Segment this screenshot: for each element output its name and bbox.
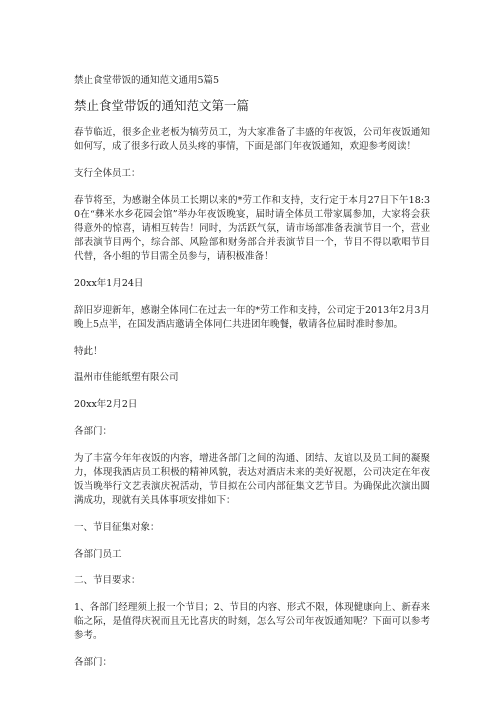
list-item: 各部门员工 [74,548,122,560]
section-heading: 禁止食堂带饭的通知范文第一篇 [74,98,250,113]
list-heading: 一、节目征集对象： [74,521,160,533]
intro-paragraph: 春节临近，很多企业老板为犒劳员工，为大家准备了丰盛的年夜饭，公司年夜饭通知如何写，成了很多行政人员头疼的事情，下面是部门年夜饭通知，欢迎参考阅读！ [74,127,430,153]
notice-paragraph: 春节将至，为感谢全体员工长期以来的*劳工作和支持，支行定于本月27日下午18:30在“彝米水乡花园会馆”举办年夜饭晚宴，届时请全体员工带家属参加，大家将会获得意外的惊喜，请相互转告！同时，为活跃气氛，请市场部准备表演节目一个，营业部表演节目两个，综合部、风险部和财务部合并表演节目一个，节目不得以歌唱节目代替，各小组的节目需全员参与，请积极准备！ [74,194,430,263]
requirements-paragraph: 1、各部门经理须上报一个节目；2、节目的内容、形式不限，体现健康向上、新春来临之际，是值得庆祝而且无比喜庆的时刻，怎么写公司年夜饭通知呢？下面可以参考参考。 [74,601,430,642]
salutation-paragraph: 各部门： [74,425,113,437]
dinner-paragraph: 辞旧岁迎新年，感谢全体同仁在过去一年的*劳工作和支持，公司定于2013年2月3月晚上5点半，在国发酒店邀请全体同仁共进团年晚餐，敬请各位届时准时参加。 [74,304,430,331]
date-paragraph: 20xx年2月2日 [74,399,138,411]
salutation-paragraph: 支行全体员工： [74,167,141,179]
document-title: 禁止食堂带饭的通知范文通用5篇5 [74,75,220,86]
date-paragraph: 20xx年1月24日 [74,278,144,290]
closing-paragraph: 特此！ [74,345,103,357]
company-signature: 温州市佳能纸塑有限公司 [74,372,179,384]
list-heading: 二、节目要求： [74,575,141,587]
salutation-paragraph: 各部门： [74,657,113,669]
document-body [74,74,430,683]
performance-paragraph: 为了丰富今年年夜饭的内容，增进各部门之间的沟通、团结、友谊以及员工间的凝聚力，体现我酒店员工积极的精神风貌，表达对酒店未来的美好祝愿，公司决定在年夜饭当晚举行文艺表演庆祝活动，节目拟在公司内部征集文艺节目。为确保此次演出圆满成功，现就有关具体事项安排如下： [74,452,430,507]
